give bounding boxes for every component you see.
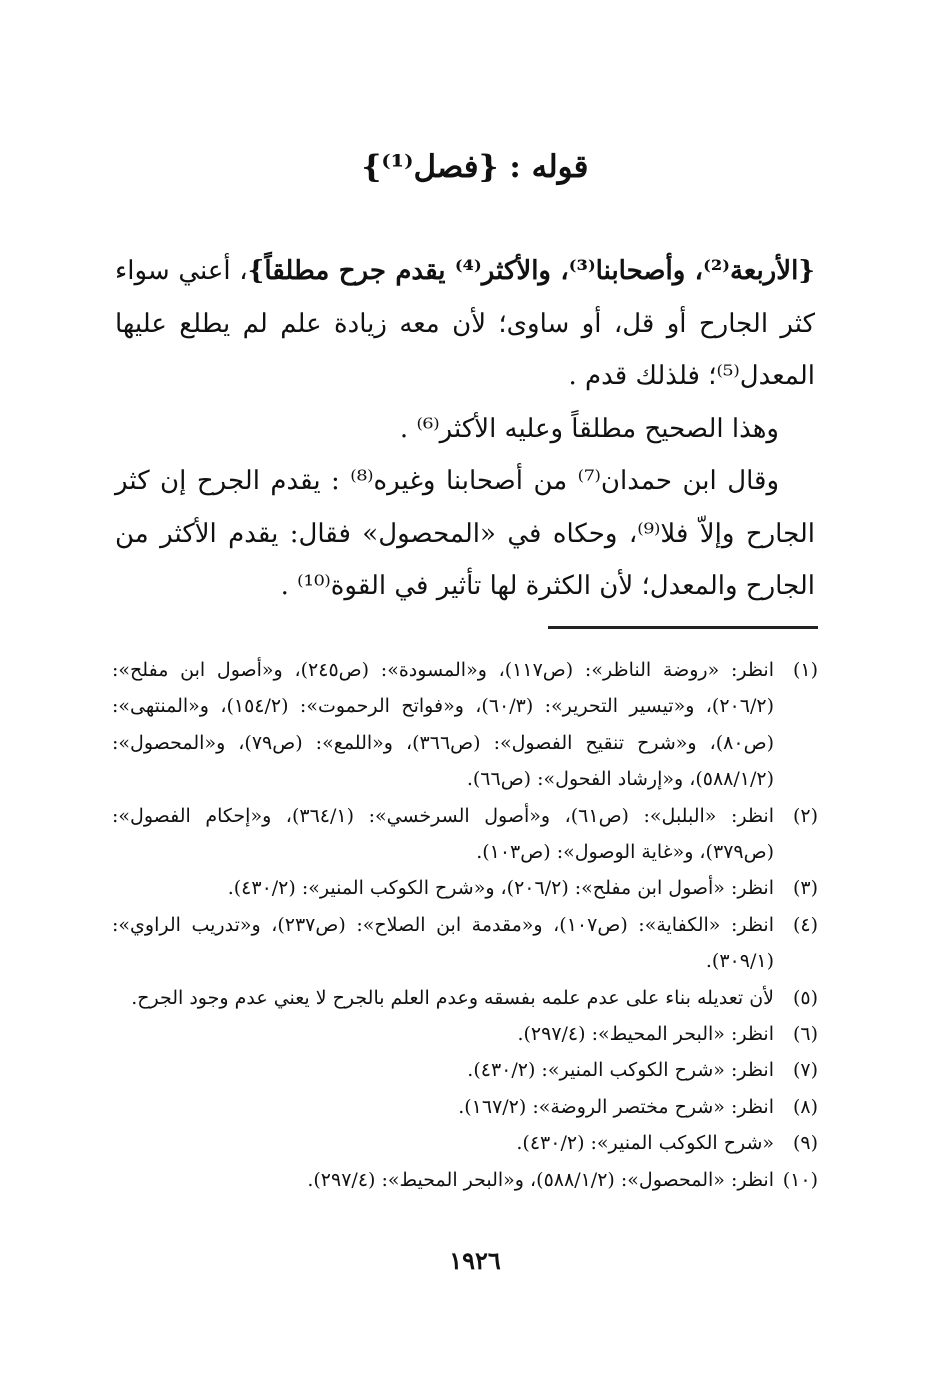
footnote-number: (٨)	[792, 1095, 818, 1118]
footnote-text: انظر: «شرح الكوكب المنير»: (٤٣٠/٢).	[467, 1059, 774, 1082]
footnote-text: انظر: «المحصول»: (٥٨٨/١/٢)، و«البحر المحيط»: (٢٩٧/٤).	[307, 1168, 774, 1191]
footnote-text: «شرح الكوكب المنير»: (٤٣٠/٢).	[516, 1132, 774, 1155]
main-text	[115, 245, 815, 613]
page-number: ١٩٢٦	[449, 1246, 501, 1275]
commentary-text: ، أعني سواء كثر الجارح أو قل، أو ساوى؛ لأن معه زيادة علم لم يطلع عليها المعدل⁽⁵⁾؛ فلذلك قدم .	[115, 256, 815, 391]
footnote-item	[112, 1089, 818, 1125]
footnote-number: (١)	[792, 659, 818, 681]
footnote-item	[112, 1162, 818, 1198]
footnote-separator	[548, 626, 818, 629]
footnote-item	[112, 652, 818, 798]
paragraph-2: وهذا الصحيح مطلقاً وعليه الأكثر⁽⁶⁾ .	[399, 413, 779, 444]
footnote-item	[112, 907, 818, 980]
footnote-item	[112, 1125, 818, 1161]
footnotes-section	[112, 652, 818, 1198]
heading-prefix: قوله :	[498, 149, 589, 185]
footnote-item	[112, 1016, 818, 1052]
section-heading	[0, 142, 950, 192]
footnote-text: انظر: «شرح مختصر الروضة»: (١٦٧/٢).	[458, 1095, 774, 1118]
footnote-text: انظر: «البلبل»: (ص٦١)، و«أصول السرخسي»: (٣٦٤/١)، و«إحكام الفصول»: (ص٣٧٩)، و«غاية الوصول»: (ص١٠٣).	[112, 804, 775, 864]
footnote-number: (٩)	[792, 1132, 818, 1155]
quoted-matn: {الأربعة⁽²⁾، وأصحابنا⁽³⁾، والأكثر⁽⁴⁾ يقدم جرح مطلقاً}	[247, 256, 816, 286]
heading-title: {فصل⁽¹⁾}	[361, 149, 499, 185]
footnote-text: انظر: «أصول ابن مفلح»: (٢٠٦/٢)، و«شرح الكوكب المنير»: (٤٣٠/٢).	[227, 877, 774, 900]
footnote-number: (٤)	[792, 913, 818, 936]
footnote-number: (٣)	[792, 877, 818, 900]
footnote-text: انظر: «روضة الناظر»: (ص١١٧)، و«المسودة»: (ص٢٤٥)، و«أصول ابن مفلح»: (٢٠٦/٢)، و«تيسير التحرير»: (٦٠/٣)، و«فواتح الرحموت»: (١٥٤/٢)، و«المنتهى»: (ص٨٠)، و«شرح تنقيح الفصول»: (ص٣٦٦)، و«اللمع»: (ص٧٩)، و«المحصول»: (٥٨٨/١/٢)، و«إرشاد الفحول»: (ص٦٦).	[112, 659, 774, 791]
footnote-text: لأن تعديله بناء على عدم علمه بفسقه وعدم العلم بالجرح لا يعني عدم وجود الجرح.	[131, 986, 774, 1009]
paragraph-1	[115, 245, 815, 403]
footnote-number: (٧)	[792, 1059, 818, 1082]
footnote-number: (٦)	[792, 1023, 818, 1046]
footnote-text: انظر: «الكفاية»: (ص١٠٧)، و«مقدمة ابن الصلاح»: (ص٢٣٧)، و«تدريب الراوي»: (٣٠٩/١).	[112, 913, 774, 973]
footnote-number: (١٠)	[782, 1168, 818, 1191]
footnote-text: انظر: «البحر المحيط»: (٢٩٧/٤).	[517, 1023, 774, 1046]
footnote-number: (٢)	[792, 804, 818, 827]
footnote-item	[112, 870, 818, 906]
footnote-number: (٥)	[792, 986, 818, 1009]
footnote-item	[112, 980, 818, 1016]
footnote-item	[112, 798, 818, 871]
footnote-item	[112, 1052, 818, 1088]
paragraph-3: وقال ابن حمدان⁽⁷⁾ من أصحابنا وغيره⁽⁸⁾ : يقدم الجرح إن كثر الجارح وإلاّ فلا⁽⁹⁾، وحكاه في «المحصول» فقال: يقدم الأكثر من الجارح والمعدل؛ لأن الكثرة لها تأثير في القوة⁽¹⁰⁾ .	[115, 466, 816, 601]
